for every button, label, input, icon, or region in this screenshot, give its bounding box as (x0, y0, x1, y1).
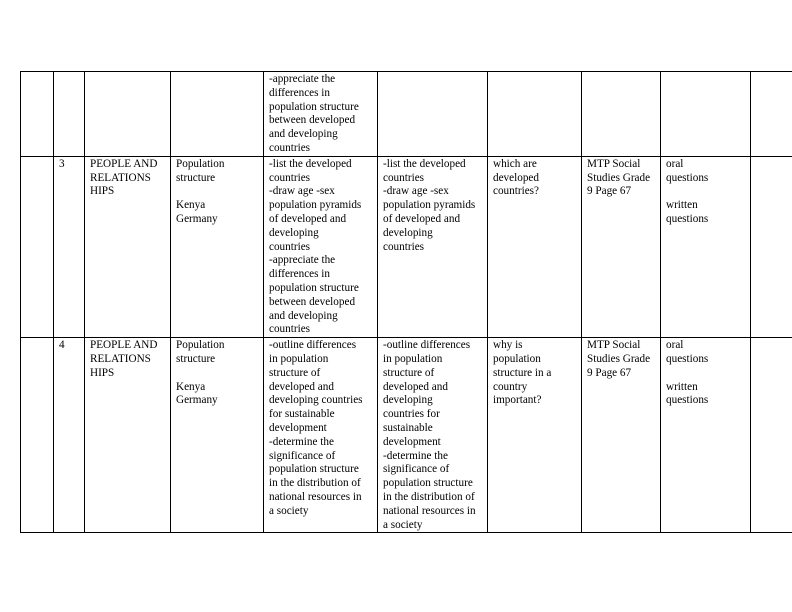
table-row (21, 72, 792, 157)
learning-outcomes-cell: -list the developed countries -draw age -sex population pyramids of developed and developing countries -appreciate the differences in population structure between developed and developing countries (264, 156, 378, 337)
learning-experiences-cell: -list the developed countries -draw age -sex population pyramids of developed and developing countries (378, 156, 488, 337)
inquiry-question-cell: why is population structure in a country important? (488, 338, 582, 533)
week-cell (21, 338, 54, 533)
inquiry-question-cell (488, 72, 582, 157)
table-row (21, 338, 792, 533)
lesson-cell: 3 (54, 156, 85, 337)
strand-cell (85, 72, 171, 157)
sub-strand-cell: Population structure Kenya Germany (171, 156, 264, 337)
assessment-cell: oral questions written questions (661, 338, 751, 533)
week-cell (21, 156, 54, 337)
assessment-cell (661, 72, 751, 157)
learning-experiences-cell (378, 72, 488, 157)
week-cell (21, 72, 54, 157)
sub-strand-cell (171, 72, 264, 157)
remarks-cell (751, 156, 792, 337)
remarks-cell (751, 338, 792, 533)
resources-cell: MTP Social Studies Grade 9 Page 67 (582, 156, 661, 337)
resources-cell (582, 72, 661, 157)
scheme-of-work-table (20, 71, 792, 533)
learning-experiences-cell: -outline differences in population structure of developed and developing countries for sustainable development -determine the significance of population structure in the distribution of national resources in a society (378, 338, 488, 533)
learning-outcomes-cell: -appreciate the differences in population structure between developed and developing countries (264, 72, 378, 157)
remarks-cell (751, 72, 792, 157)
lesson-cell (54, 72, 85, 157)
table-row (21, 156, 792, 337)
learning-outcomes-cell: -outline differences in population structure of developed and developing countries for sustainable development -determine the significance of population structure in the distribution of national resources in a society (264, 338, 378, 533)
inquiry-question-cell: which are developed countries? (488, 156, 582, 337)
lesson-cell: 4 (54, 338, 85, 533)
strand-cell: PEOPLE AND RELATIONS HIPS (85, 156, 171, 337)
assessment-cell: oral questions written questions (661, 156, 751, 337)
strand-cell: PEOPLE AND RELATIONS HIPS (85, 338, 171, 533)
sub-strand-cell: Population structure Kenya Germany (171, 338, 264, 533)
resources-cell: MTP Social Studies Grade 9 Page 67 (582, 338, 661, 533)
